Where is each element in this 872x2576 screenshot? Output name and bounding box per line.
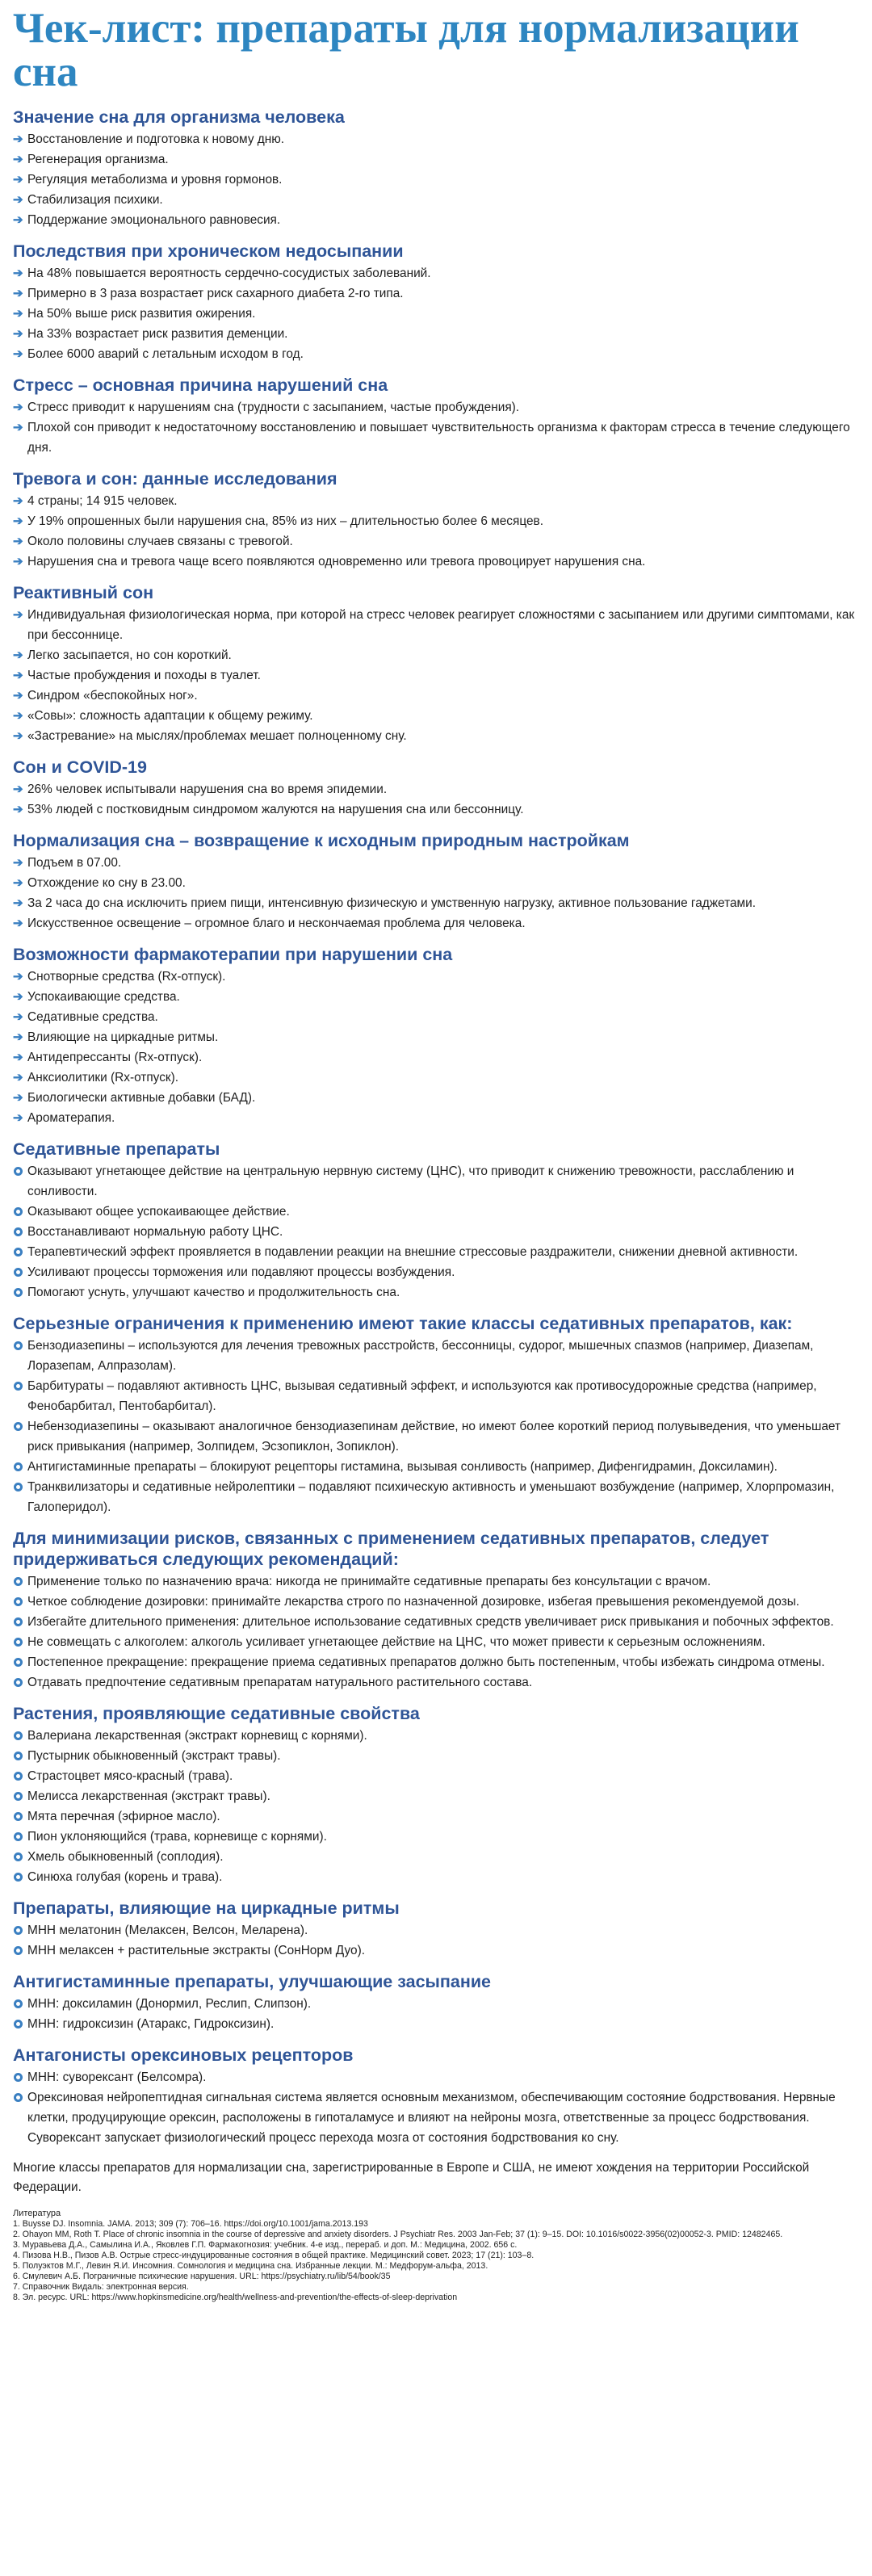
section — [13, 241, 857, 364]
circle-bullet-icon — [14, 1268, 23, 1277]
list-item — [13, 1920, 857, 1940]
list-item — [13, 283, 857, 304]
list-item-text: МНН мелатонин (Мелаксен, Велсон, Меларена). — [27, 1924, 308, 1937]
list-item — [13, 1994, 857, 2014]
arrow-bullet-icon: ➔ — [13, 1071, 23, 1085]
list-item-text: 53% людей с постковидным синдромом жалуются на нарушения сна или бессонницу. — [27, 803, 524, 816]
list-item-text: 26% человек испытывали нарушения сна во время эпидемии. — [27, 782, 388, 796]
list-item — [13, 263, 857, 283]
list-item — [13, 1027, 857, 1047]
list-item-text: Применение только по назначению врача: никогда не принимайте седативные препараты без консультации с врачом. — [27, 1575, 711, 1588]
list-item — [13, 170, 857, 190]
list-item-text: МНН мелаксен + растительные экстракты (СонНорм Дуо). — [27, 1944, 366, 1957]
list-item — [13, 1202, 857, 1222]
list-item — [13, 1108, 857, 1128]
circle-bullet-icon — [14, 1617, 23, 1626]
circle-bullet-icon — [14, 1248, 23, 1257]
list-item — [13, 605, 857, 645]
reference-item: 8. Эл. ресурс. URL: https://www.hopkinsmedicine.org/health/wellness-and-prevention/the-effects-of-sleep-deprivation — [13, 2293, 458, 2302]
reference-item: 1. Buysse DJ. Insomnia. JAMA. 2013; 309 (7): 706–16. https://doi.org/10.1001/jama.2013.193 — [13, 2219, 368, 2229]
page-title: Чек-лист: препараты для нормализации сна — [13, 5, 799, 95]
list-item-text: Постепенное прекращение: прекращение приема седативных препаратов должно быть постепенным, чтобы избежать синдрома отмены. — [27, 1655, 825, 1669]
circle-bullet-icon — [14, 1812, 23, 1821]
arrow-bullet-icon: ➔ — [13, 193, 23, 207]
list-item — [13, 2067, 857, 2087]
reference-item: 5. Полуэктов М.Г., Левин Я.И. Инсомния. Сомнология и медицина сна. Избранные лекции. М.: Медфорум-альфа, 2013. — [13, 2261, 488, 2271]
list-item — [13, 1457, 857, 1477]
list-item-text: Мята перечная (эфирное масло). — [27, 1810, 220, 1823]
reference-item: 6. Смулевич А.Б. Пограничные психические нарушения. URL: https://psychiatry.ru/lib/54/book/35 — [13, 2272, 391, 2281]
list-item — [13, 1672, 857, 1693]
list-item-text: Влияющие на циркадные ритмы. — [27, 1030, 219, 1044]
section — [13, 944, 857, 1128]
list-item — [13, 1632, 857, 1652]
arrow-bullet-icon: ➔ — [13, 494, 23, 508]
section-list — [13, 2067, 857, 2148]
arrow-bullet-icon: ➔ — [13, 153, 23, 166]
list-item — [13, 779, 857, 799]
list-item-text: Пион уклоняющийся (трава, корневище с корнями). — [27, 1830, 327, 1844]
list-item-text: МНН: доксиламин (Донормил, Реслип, Слипзон). — [27, 1997, 312, 2011]
list-item-text: Более 6000 аварий с летальным исходом в год. — [27, 347, 304, 361]
section-heading: Для минимизации рисков, связанных с применением седативных препаратов, следует придерживаться следующих рекомендаций: — [13, 1529, 769, 1569]
list-item-text: Четкое соблюдение дозировки: принимайте лекарства строго по назначенной дозировке, избегая превышения рекомендуемой дозы. — [27, 1595, 800, 1609]
list-item-text: Отхождение ко сну в 23.00. — [27, 876, 186, 890]
section — [13, 1703, 857, 1887]
section-heading: Седативные препараты — [13, 1139, 220, 1159]
list-item-text: Небензодиазепины – оказывают аналогичное бензодиазепинам действие, но имеют более короткий период полувыведения, что уменьшает риск привыкания (например, Золпидем, Эсзопиклон, Зопиклон). — [27, 1420, 841, 1454]
list-item — [13, 1766, 857, 1786]
circle-bullet-icon — [14, 1227, 23, 1236]
list-item-text: Седативные средства. — [27, 1010, 158, 1024]
list-item-text: Стабилизация психики. — [27, 193, 163, 207]
list-item — [13, 1786, 857, 1806]
section-heading: Антигистаминные препараты, улучшающие засыпание — [13, 1972, 492, 1991]
list-item — [13, 531, 857, 552]
circle-bullet-icon — [14, 1658, 23, 1667]
circle-bullet-icon — [14, 2020, 23, 2028]
reference-item: 4. Пизова Н.В., Пизов А.В. Острые стресс-индуцированные состояния в общей практике. Медицинский совет. 2023; 17 (21): 103–8. — [13, 2251, 535, 2260]
circle-bullet-icon — [14, 1873, 23, 1882]
list-item — [13, 1847, 857, 1867]
section — [13, 830, 857, 933]
closing-note: Многие классы препаратов для нормализации сна, зарегистрированные в Европе и США, не имеют хождения на территории Российской Федерации. — [13, 2161, 810, 2194]
list-item-text: Успокаивающие средства. — [27, 990, 180, 1004]
list-item — [13, 665, 857, 686]
arrow-bullet-icon: ➔ — [13, 648, 23, 662]
list-item-text: Бензодиазепины – используются для лечения тревожных расстройств, бессонницы, судорог, мышечных спазмов (например, Диазепам, Лоразепам, Алпразолам). — [27, 1339, 814, 1373]
list-item-text: Избегайте длительного применения: длительное использование седативных средств увеличивает риск привыкания и побочных эффектов. — [27, 1615, 834, 1629]
section — [13, 2045, 857, 2148]
arrow-bullet-icon: ➔ — [13, 287, 23, 300]
section-list — [13, 263, 857, 364]
sections-container — [13, 107, 857, 2148]
list-item — [13, 726, 857, 746]
section-heading: Последствия при хроническом недосыпании — [13, 241, 404, 261]
list-item — [13, 645, 857, 665]
arrow-bullet-icon: ➔ — [13, 132, 23, 146]
references-list — [13, 2219, 857, 2303]
arrow-bullet-icon: ➔ — [13, 876, 23, 890]
list-item — [13, 799, 857, 820]
list-item — [13, 149, 857, 170]
list-item — [13, 1827, 857, 1847]
list-item-text: Восстановление и подготовка к новому дню. — [27, 132, 285, 146]
list-item-text: У 19% опрошенных были нарушения сна, 85% из них – длительностью более 6 месяцев. — [27, 514, 543, 528]
arrow-bullet-icon: ➔ — [13, 990, 23, 1004]
section — [13, 107, 857, 230]
circle-bullet-icon — [14, 1926, 23, 1935]
list-item — [13, 1242, 857, 1262]
circle-bullet-icon — [14, 1167, 23, 1176]
list-item-text: Оказывают общее успокаивающее действие. — [27, 1205, 290, 1219]
list-item-text: Снотворные средства (Rx-отпуск). — [27, 970, 226, 984]
arrow-bullet-icon: ➔ — [13, 669, 23, 682]
circle-bullet-icon — [14, 1207, 23, 1216]
arrow-bullet-icon: ➔ — [13, 401, 23, 414]
section — [13, 1898, 857, 1961]
list-item — [13, 1088, 857, 1108]
circle-bullet-icon — [14, 1638, 23, 1647]
list-item-text: Индивидуальная физиологическая норма, при которой на стресс человек реагирует сложностями с засыпанием или другими симптомами, как при бессоннице. — [27, 608, 855, 642]
circle-bullet-icon — [14, 1678, 23, 1687]
section-list — [13, 1994, 857, 2034]
arrow-bullet-icon: ➔ — [13, 608, 23, 622]
list-item — [13, 1376, 857, 1416]
section-heading: Реактивный сон — [13, 583, 154, 602]
list-item — [13, 2014, 857, 2034]
section-list — [13, 967, 857, 1128]
arrow-bullet-icon: ➔ — [13, 347, 23, 361]
section-list — [13, 1161, 857, 1303]
list-item-text: Антидепрессанты (Rx-отпуск). — [27, 1051, 203, 1064]
list-item — [13, 1652, 857, 1672]
section-heading: Препараты, влияющие на циркадные ритмы — [13, 1898, 400, 1918]
list-item — [13, 511, 857, 531]
arrow-bullet-icon: ➔ — [13, 803, 23, 816]
list-item-text: Анксиолитики (Rx-отпуск). — [27, 1071, 179, 1085]
section-list — [13, 491, 857, 572]
section-heading: Антагонисты орексиновых рецепторов — [13, 2045, 354, 2065]
list-item-text: Стресс приводит к нарушениям сна (трудности с засыпанием, частые пробуждения). — [27, 401, 520, 414]
arrow-bullet-icon: ➔ — [13, 970, 23, 984]
list-item-text: На 33% возрастает риск развития деменции. — [27, 327, 288, 341]
circle-bullet-icon — [14, 1382, 23, 1391]
arrow-bullet-icon: ➔ — [13, 896, 23, 910]
circle-bullet-icon — [14, 1341, 23, 1350]
list-item-text: Легко засыпается, но сон короткий. — [27, 648, 232, 662]
circle-bullet-icon — [14, 2093, 23, 2102]
circle-bullet-icon — [14, 1483, 23, 1491]
arrow-bullet-icon: ➔ — [13, 327, 23, 341]
list-item — [13, 304, 857, 324]
section-heading: Значение сна для организма человека — [13, 107, 345, 127]
list-item — [13, 1222, 857, 1242]
list-item — [13, 686, 857, 706]
list-item-text: Валериана лекарственная (экстракт корневищ с корнями). — [27, 1729, 367, 1743]
list-item — [13, 1746, 857, 1766]
arrow-bullet-icon: ➔ — [13, 1010, 23, 1024]
list-item — [13, 1416, 857, 1457]
list-item — [13, 1592, 857, 1612]
circle-bullet-icon — [14, 1577, 23, 1586]
list-item-text: МНН: гидроксизин (Атаракс, Гидроксизин). — [27, 2017, 275, 2031]
section — [13, 1528, 857, 1693]
list-item-text: Нарушения сна и тревога чаще всего появляются одновременно или тревога провоцирует нарушения сна. — [27, 555, 646, 568]
circle-bullet-icon — [14, 1288, 23, 1297]
list-item-text: Регенерация организма. — [27, 153, 169, 166]
list-item-text: На 48% повышается вероятность сердечно-сосудистых заболеваний. — [27, 266, 431, 280]
arrow-bullet-icon: ➔ — [13, 307, 23, 321]
arrow-bullet-icon: ➔ — [13, 856, 23, 870]
arrow-bullet-icon: ➔ — [13, 689, 23, 703]
circle-bullet-icon — [14, 1462, 23, 1471]
arrow-bullet-icon: ➔ — [13, 266, 23, 280]
arrow-bullet-icon: ➔ — [13, 782, 23, 796]
list-item — [13, 913, 857, 933]
list-item — [13, 1336, 857, 1376]
section — [13, 375, 857, 458]
list-item-text: Около половины случаев связаны с тревогой. — [27, 535, 293, 548]
arrow-bullet-icon: ➔ — [13, 917, 23, 930]
list-item — [13, 1867, 857, 1887]
list-item-text: Синдром «беспокойных ног». — [27, 689, 198, 703]
section-list — [13, 853, 857, 933]
circle-bullet-icon — [14, 1792, 23, 1801]
list-item-text: Помогают уснуть, улучшают качество и продолжительность сна. — [27, 1286, 400, 1299]
list-item-text: Транквилизаторы и седативные нейролептики – подавляют психическую активность и уменьшают возбуждение (например, Хлорпромазин, Галоперидол). — [27, 1480, 835, 1514]
section-list — [13, 779, 857, 820]
circle-bullet-icon — [14, 1731, 23, 1740]
list-item — [13, 1571, 857, 1592]
list-item-text: Усиливают процессы торможения или подавляют процессы возбуждения. — [27, 1265, 455, 1279]
section-list — [13, 605, 857, 746]
section-list — [13, 1571, 857, 1693]
list-item — [13, 1161, 857, 1202]
list-item — [13, 1726, 857, 1746]
section-list — [13, 1726, 857, 1887]
list-item — [13, 344, 857, 364]
reference-item: 2. Ohayon MM, Roth T. Place of chronic insomnia in the course of depressive and anxiety disorders. J Psychiatr Res. 2003 Jan-Feb; 37 (1): 9–15. DOI: 10.1016/s0022-3956(02)00052-3. PMID: 12482465. — [13, 2230, 783, 2239]
section-heading: Сон и COVID-19 — [13, 757, 147, 777]
list-item-text: Регуляция метаболизма и уровня гормонов. — [27, 173, 283, 187]
list-item-text: Ароматерапия. — [27, 1111, 115, 1125]
arrow-bullet-icon: ➔ — [13, 173, 23, 187]
list-item — [13, 417, 857, 458]
list-item — [13, 1940, 857, 1961]
list-item — [13, 1806, 857, 1827]
section-list — [13, 397, 857, 458]
circle-bullet-icon — [14, 1946, 23, 1955]
section — [13, 1971, 857, 2034]
section-heading: Тревога и сон: данные исследования — [13, 469, 337, 489]
arrow-bullet-icon: ➔ — [13, 421, 23, 434]
list-item-text: Хмель обыкновенный (соплодия). — [27, 1850, 224, 1864]
section-heading: Стресс – основная причина нарушений сна — [13, 375, 388, 395]
arrow-bullet-icon: ➔ — [13, 514, 23, 528]
list-item-text: «Застревание» на мыслях/проблемах мешает полноценному сну. — [27, 729, 407, 743]
list-item-text: Плохой сон приводит к недостаточному восстановлению и повышает чувствительность организма к факторам стресса в течение следующего дня. — [27, 421, 850, 455]
list-item — [13, 987, 857, 1007]
list-item-text: Частые пробуждения и походы в туалет. — [27, 669, 261, 682]
circle-bullet-icon — [14, 1999, 23, 2008]
list-item — [13, 1282, 857, 1303]
list-item-text: Антигистаминные препараты – блокируют рецепторы гистамина, вызывая сонливость (например, Дифенгидрамин, Доксиламин). — [27, 1460, 778, 1474]
section-heading: Растения, проявляющие седативные свойства — [13, 1704, 420, 1723]
arrow-bullet-icon: ➔ — [13, 213, 23, 227]
section-heading: Нормализация сна – возвращение к исходным природным настройкам — [13, 831, 630, 850]
circle-bullet-icon — [14, 1752, 23, 1760]
list-item — [13, 397, 857, 417]
arrow-bullet-icon: ➔ — [13, 1111, 23, 1125]
list-item-text: Примерно в 3 раза возрастает риск сахарного диабета 2-го типа. — [27, 287, 404, 300]
list-item — [13, 967, 857, 987]
list-item-text: Искусственное освещение – огромное благо и нескончаемая проблема для человека. — [27, 917, 526, 930]
list-item-text: Барбитураты – подавляют активность ЦНС, вызывая седативный эффект, и используются как противосудорожные средства (например, Фенобарбитал, Пентобарбитал). — [27, 1379, 817, 1413]
list-item-text: Орексиновая нейропептидная сигнальная система является основным механизмом, обеспечивающим состояние бодрствования. Нервные клетки, продуцирующие орексин, расположены в гипоталамусе и влияют на нейроны мозга, ответственные за процесс бодрствования. Суворексант запускает физиологический процесс перехода мозга от состояния бодрствования ко сну. — [27, 2091, 836, 2145]
references-title: Литература — [13, 2209, 61, 2218]
section-list — [13, 1920, 857, 1961]
circle-bullet-icon — [14, 1852, 23, 1861]
circle-bullet-icon — [14, 1832, 23, 1841]
list-item-text: Подъем в 07.00. — [27, 856, 122, 870]
list-item — [13, 893, 857, 913]
arrow-bullet-icon: ➔ — [13, 535, 23, 548]
section-list — [13, 1336, 857, 1517]
list-item — [13, 1262, 857, 1282]
reference-item: 3. Муравьева Д.А., Самылина И.А., Яковлев Г.П. Фармакогнозия: учебник. 4-е изд., перераб. и доп. М.: Медицина, 2002. 656 с. — [13, 2240, 518, 2250]
arrow-bullet-icon: ➔ — [13, 1091, 23, 1105]
list-item-text: 4 страны; 14 915 человек. — [27, 494, 178, 508]
list-item-text: Восстанавливают нормальную работу ЦНС. — [27, 1225, 283, 1239]
circle-bullet-icon — [14, 1772, 23, 1781]
list-item — [13, 552, 857, 572]
arrow-bullet-icon: ➔ — [13, 1051, 23, 1064]
section-heading: Возможности фармакотерапии при нарушении сна — [13, 945, 453, 964]
list-item — [13, 210, 857, 230]
list-item-text: «Совы»: сложность адаптации к общему режиму. — [27, 709, 313, 723]
list-item-text: Биологически активные добавки (БАД). — [27, 1091, 256, 1105]
list-item-text: Синюха голубая (корень и трава). — [27, 1870, 223, 1884]
list-item — [13, 190, 857, 210]
circle-bullet-icon — [14, 1422, 23, 1431]
section — [13, 1139, 857, 1303]
list-item-text: Мелисса лекарственная (экстракт травы). — [27, 1789, 270, 1803]
list-item — [13, 1047, 857, 1068]
arrow-bullet-icon: ➔ — [13, 555, 23, 568]
section-list — [13, 129, 857, 230]
list-item — [13, 1612, 857, 1632]
list-item-text: Не совмещать с алкоголем: алкоголь усиливает угнетающее действие на ЦНС, что может привести к серьезным осложнениям. — [27, 1635, 765, 1649]
list-item-text: На 50% выше риск развития ожирения. — [27, 307, 256, 321]
list-item — [13, 1477, 857, 1517]
list-item — [13, 873, 857, 893]
list-item — [13, 1007, 857, 1027]
list-item-text: Отдавать предпочтение седативным препаратам натурального растительного состава. — [27, 1676, 533, 1689]
list-item — [13, 853, 857, 873]
list-item — [13, 1068, 857, 1088]
list-item — [13, 129, 857, 149]
list-item — [13, 706, 857, 726]
list-item-text: Поддержание эмоционального равновесия. — [27, 213, 281, 227]
section-heading: Серьезные ограничения к применению имеют такие классы седативных препаратов, как: — [13, 1314, 793, 1333]
list-item-text: Терапевтический эффект проявляется в подавлении реакции на внешние стрессовые раздражители, снижении дневной активности. — [27, 1245, 799, 1259]
list-item-text: МНН: суворексант (Белсомра). — [27, 2070, 207, 2084]
arrow-bullet-icon: ➔ — [13, 709, 23, 723]
section — [13, 582, 857, 746]
circle-bullet-icon — [14, 1597, 23, 1606]
list-item-text: Страстоцвет мясо-красный (трава). — [27, 1769, 233, 1783]
list-item — [13, 324, 857, 344]
arrow-bullet-icon: ➔ — [13, 1030, 23, 1044]
section — [13, 468, 857, 572]
list-item-text: За 2 часа до сна исключить прием пищи, интенсивную физическую и умственную нагрузку, активное пользование гаджетами. — [27, 896, 756, 910]
list-item-text: Пустырник обыкновенный (экстракт травы). — [27, 1749, 281, 1763]
reference-item: 7. Справочник Видаль: электронная версия. — [13, 2282, 189, 2292]
arrow-bullet-icon: ➔ — [13, 729, 23, 743]
section — [13, 757, 857, 820]
section — [13, 1313, 857, 1517]
list-item — [13, 2087, 857, 2148]
list-item — [13, 491, 857, 511]
circle-bullet-icon — [14, 2073, 23, 2082]
list-item-text: Оказывают угнетающее действие на центральную нервную систему (ЦНС), что приводит к снижению тревожности, расслаблению и сонливости. — [27, 1164, 794, 1198]
